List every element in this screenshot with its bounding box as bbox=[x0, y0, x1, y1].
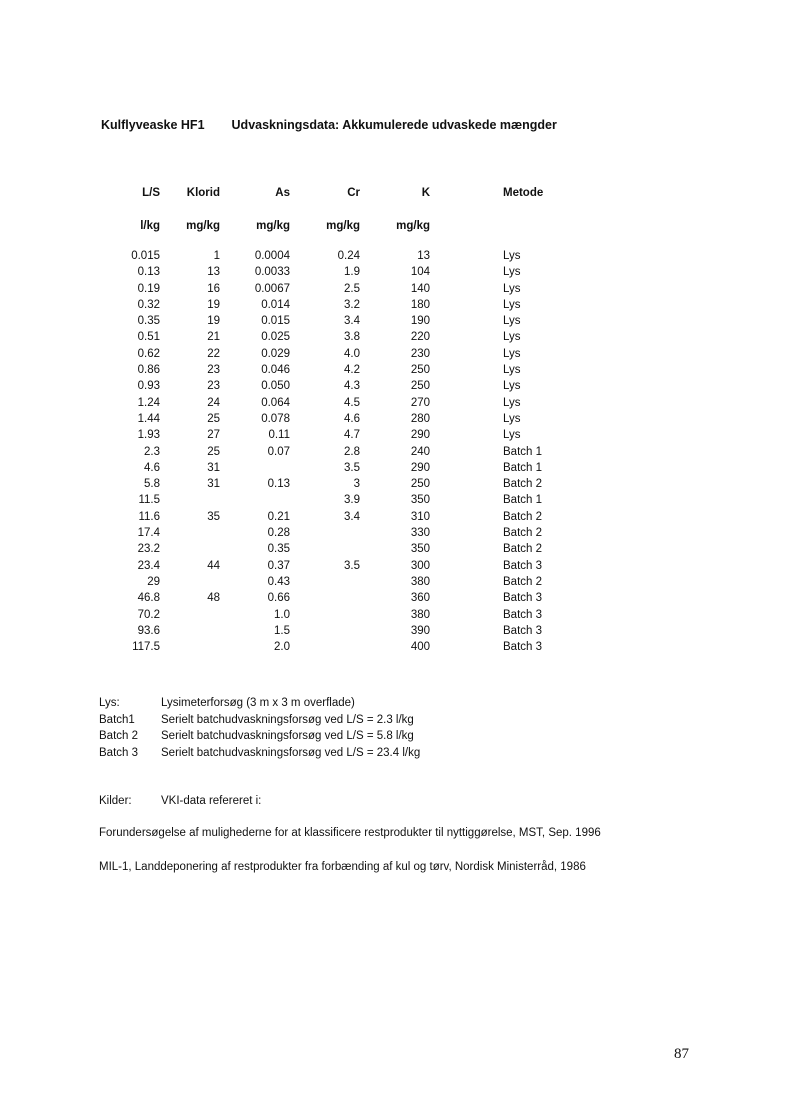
cell-cr: 4.6 bbox=[344, 412, 360, 425]
cell-k: 360 bbox=[410, 592, 430, 605]
column-header-klorid: Klorid bbox=[186, 187, 220, 199]
unit-ls: l/kg bbox=[140, 220, 160, 232]
cell-as: 1.0 bbox=[274, 608, 290, 621]
cell-as: 0.050 bbox=[261, 380, 290, 393]
cell-ls: 23.4 bbox=[137, 559, 160, 572]
cell-k: 310 bbox=[410, 510, 430, 523]
cell-cr: 4.3 bbox=[344, 380, 360, 393]
cell-klorid: 23 bbox=[207, 364, 220, 377]
cell-metode: Batch 1 bbox=[503, 461, 542, 474]
column-header-k: K bbox=[421, 187, 430, 199]
cell-as: 0.0033 bbox=[254, 266, 290, 279]
cell-klorid: 25 bbox=[207, 445, 220, 458]
cell-k: 350 bbox=[410, 543, 430, 556]
cell-cr: 3.2 bbox=[344, 298, 360, 311]
cell-metode: Batch 1 bbox=[503, 445, 542, 458]
cell-as: 0.07 bbox=[267, 445, 290, 458]
cell-metode: Batch 3 bbox=[503, 592, 542, 605]
cell-cr: 1.9 bbox=[344, 266, 360, 279]
column-header-cr: Cr bbox=[347, 187, 360, 199]
cell-ls: 11.6 bbox=[138, 510, 160, 523]
cell-ls: 0.62 bbox=[137, 347, 160, 360]
cell-cr bbox=[290, 607, 360, 623]
table-row bbox=[100, 590, 633, 606]
unit-metode bbox=[430, 204, 633, 248]
cell-cr: 3.9 bbox=[344, 494, 360, 507]
cell-as: 0.0004 bbox=[254, 250, 290, 262]
cell-k: 190 bbox=[410, 315, 430, 328]
cell-metode: Batch 3 bbox=[503, 559, 542, 572]
cell-k: 250 bbox=[410, 478, 430, 491]
header-sample-name: Kulflyveaske HF1 bbox=[101, 118, 205, 132]
cell-metode: Lys bbox=[503, 396, 521, 409]
table-row bbox=[100, 476, 633, 492]
cell-k: 220 bbox=[410, 331, 430, 344]
cell-cr bbox=[290, 590, 360, 606]
table-row bbox=[100, 346, 633, 362]
cell-klorid bbox=[160, 607, 220, 623]
cell-as: 0.046 bbox=[261, 364, 290, 377]
table-row bbox=[100, 427, 633, 443]
sources-key: Kilder: bbox=[99, 795, 132, 807]
cell-k: 390 bbox=[410, 624, 430, 637]
table-units-row bbox=[100, 204, 633, 248]
legend-text: Lysimeterforsøg (3 m x 3 m overflade) bbox=[161, 697, 355, 709]
table-row bbox=[100, 395, 633, 411]
table-row bbox=[100, 281, 633, 297]
unit-k: mg/kg bbox=[396, 220, 430, 232]
cell-cr: 3.4 bbox=[344, 510, 360, 523]
table-row bbox=[100, 362, 633, 378]
cell-k: 104 bbox=[410, 266, 430, 279]
legend-text: Serielt batchudvaskningsforsøg ved L/S = 2.3 l/kg bbox=[161, 713, 414, 726]
table-row bbox=[100, 558, 633, 574]
legend-item bbox=[99, 745, 420, 762]
cell-metode: Batch 3 bbox=[503, 608, 542, 621]
cell-metode: Lys bbox=[503, 347, 521, 360]
cell-klorid bbox=[160, 525, 220, 541]
cell-metode: Lys bbox=[503, 298, 521, 311]
table-row bbox=[100, 639, 633, 655]
cell-k: 330 bbox=[410, 527, 430, 540]
cell-as: 0.029 bbox=[261, 347, 290, 360]
cell-klorid: 22 bbox=[207, 347, 220, 360]
cell-metode: Batch 3 bbox=[503, 641, 542, 654]
cell-as: 0.43 bbox=[267, 575, 290, 588]
unit-klorid: mg/kg bbox=[186, 220, 220, 232]
cell-cr: 3.5 bbox=[344, 559, 360, 572]
cell-metode: Lys bbox=[503, 364, 521, 377]
reference-2: MIL-1, Landdeponering af restprodukter fra forbænding af kul og tørv, Nordisk Ministerråd, 1986 bbox=[99, 861, 586, 873]
sources-text: VKI-data refereret i: bbox=[161, 795, 262, 807]
cell-as: 0.13 bbox=[267, 478, 290, 491]
sources bbox=[99, 795, 261, 807]
table-row bbox=[100, 607, 633, 623]
cell-klorid: 27 bbox=[207, 429, 220, 442]
cell-k: 250 bbox=[410, 380, 430, 393]
table-header-row bbox=[100, 182, 633, 204]
cell-as: 2.0 bbox=[274, 641, 290, 654]
cell-klorid: 23 bbox=[207, 380, 220, 393]
column-header-metode: Metode bbox=[503, 187, 544, 199]
cell-ls: 0.86 bbox=[137, 364, 160, 377]
cell-cr: 3 bbox=[353, 478, 360, 491]
cell-ls: 117.5 bbox=[132, 641, 160, 654]
cell-cr: 3.4 bbox=[344, 315, 360, 328]
table-row bbox=[100, 378, 633, 394]
cell-klorid: 13 bbox=[207, 266, 220, 279]
table-row bbox=[100, 623, 633, 639]
header-title: Udvaskningsdata: Akkumulerede udvaskede mængder bbox=[231, 118, 557, 132]
cell-k: 180 bbox=[410, 298, 430, 311]
cell-cr bbox=[290, 574, 360, 590]
cell-ls: 93.6 bbox=[137, 624, 160, 637]
cell-as: 0.37 bbox=[267, 559, 290, 572]
cell-ls: 70.2 bbox=[137, 608, 160, 621]
cell-klorid: 35 bbox=[207, 510, 220, 523]
cell-k: 400 bbox=[410, 641, 430, 654]
table-row bbox=[100, 541, 633, 557]
cell-klorid: 44 bbox=[207, 559, 220, 572]
cell-ls: 4.6 bbox=[144, 461, 160, 474]
unit-cr: mg/kg bbox=[326, 220, 360, 232]
sources-line bbox=[99, 795, 261, 807]
cell-ls: 1.44 bbox=[137, 412, 160, 425]
cell-as: 0.078 bbox=[261, 412, 290, 425]
cell-as: 0.35 bbox=[267, 543, 290, 556]
cell-metode: Batch 2 bbox=[503, 575, 542, 588]
cell-ls: 0.19 bbox=[137, 282, 160, 295]
cell-k: 140 bbox=[410, 282, 430, 295]
cell-klorid bbox=[160, 492, 220, 508]
legend-text: Serielt batchudvaskningsforsøg ved L/S = 23.4 l/kg bbox=[161, 746, 421, 759]
cell-metode: Batch 2 bbox=[503, 527, 542, 540]
cell-cr: 0.24 bbox=[337, 250, 360, 262]
document-header bbox=[101, 118, 557, 132]
cell-ls: 0.13 bbox=[137, 266, 160, 279]
table-row bbox=[100, 297, 633, 313]
legend-key: Lys: bbox=[99, 697, 120, 709]
cell-as: 0.28 bbox=[267, 527, 290, 540]
legend-item bbox=[99, 695, 420, 712]
cell-metode: Lys bbox=[503, 250, 521, 262]
cell-cr bbox=[290, 623, 360, 639]
cell-cr: 2.8 bbox=[344, 445, 360, 458]
cell-cr: 4.2 bbox=[344, 364, 360, 377]
table-body bbox=[100, 248, 633, 655]
legend-text: Serielt batchudvaskningsforsøg ved L/S = 5.8 l/kg bbox=[161, 730, 414, 742]
cell-as: 0.21 bbox=[267, 510, 290, 523]
cell-ls: 0.93 bbox=[137, 380, 160, 393]
cell-ls: 17.4 bbox=[137, 527, 160, 540]
cell-as: 1.5 bbox=[274, 624, 290, 637]
cell-ls: 1.24 bbox=[137, 396, 160, 409]
table-row bbox=[100, 248, 633, 264]
cell-ls: 46.8 bbox=[137, 592, 160, 605]
cell-ls: 29 bbox=[147, 575, 160, 588]
cell-k: 290 bbox=[410, 461, 430, 474]
table-row bbox=[100, 460, 633, 476]
cell-ls: 23.2 bbox=[137, 543, 160, 556]
cell-k: 300 bbox=[410, 559, 430, 572]
legend-key: Batch1 bbox=[99, 713, 135, 726]
cell-k: 290 bbox=[410, 429, 430, 442]
cell-metode: Lys bbox=[503, 315, 521, 328]
cell-ls: 5.8 bbox=[144, 478, 160, 491]
cell-k: 230 bbox=[410, 347, 430, 360]
cell-klorid: 21 bbox=[207, 331, 220, 344]
leaching-data-table bbox=[100, 182, 633, 655]
cell-ls: 0.32 bbox=[137, 298, 160, 311]
cell-as: 0.11 bbox=[268, 429, 290, 442]
cell-as: 0.064 bbox=[261, 396, 290, 409]
cell-as bbox=[220, 492, 290, 508]
cell-as: 0.025 bbox=[261, 331, 290, 344]
cell-metode: Batch 2 bbox=[503, 543, 542, 556]
cell-klorid: 1 bbox=[213, 250, 220, 262]
cell-ls: 2.3 bbox=[144, 445, 160, 458]
cell-as: 0.015 bbox=[261, 315, 290, 328]
cell-as: 0.014 bbox=[261, 298, 290, 311]
cell-klorid bbox=[160, 574, 220, 590]
cell-metode: Batch 3 bbox=[503, 624, 542, 637]
cell-k: 280 bbox=[410, 412, 430, 425]
cell-metode: Batch 2 bbox=[503, 510, 542, 523]
cell-ls: 1.93 bbox=[137, 429, 160, 442]
cell-klorid bbox=[160, 639, 220, 655]
column-header-as: As bbox=[275, 187, 290, 199]
cell-klorid bbox=[160, 623, 220, 639]
cell-klorid: 24 bbox=[207, 396, 220, 409]
cell-metode: Lys bbox=[503, 412, 521, 425]
cell-k: 270 bbox=[410, 396, 430, 409]
cell-metode: Lys bbox=[503, 282, 521, 295]
cell-cr bbox=[290, 541, 360, 557]
column-header-ls: L/S bbox=[142, 187, 160, 199]
table-row bbox=[100, 444, 633, 460]
cell-cr: 3.5 bbox=[344, 461, 360, 474]
table-row bbox=[100, 509, 633, 525]
table-row bbox=[100, 574, 633, 590]
legend-key: Batch 3 bbox=[99, 746, 138, 759]
cell-k: 250 bbox=[410, 364, 430, 377]
table-row bbox=[100, 411, 633, 427]
cell-cr: 2.5 bbox=[344, 282, 360, 295]
cell-cr: 4.5 bbox=[344, 396, 360, 409]
table-row bbox=[100, 525, 633, 541]
reference-1: Forundersøgelse af mulighederne for at klassificere restprodukter til nyttiggørelse, MST, Sep. 1996 bbox=[99, 827, 601, 839]
cell-ls: 11.5 bbox=[138, 494, 160, 507]
cell-metode: Batch 1 bbox=[503, 494, 542, 507]
legend-item bbox=[99, 712, 420, 729]
cell-klorid: 48 bbox=[207, 592, 220, 605]
unit-as: mg/kg bbox=[256, 220, 290, 232]
cell-klorid: 19 bbox=[207, 298, 220, 311]
cell-klorid: 31 bbox=[207, 478, 220, 491]
cell-k: 380 bbox=[410, 575, 430, 588]
cell-klorid: 25 bbox=[207, 412, 220, 425]
table-row bbox=[100, 329, 633, 345]
cell-metode: Lys bbox=[503, 380, 521, 393]
cell-metode: Batch 2 bbox=[503, 478, 542, 491]
cell-ls: 0.51 bbox=[137, 331, 160, 344]
cell-cr: 4.7 bbox=[344, 429, 360, 442]
cell-metode: Lys bbox=[503, 266, 521, 279]
cell-k: 13 bbox=[417, 250, 430, 262]
cell-k: 240 bbox=[410, 445, 430, 458]
cell-klorid: 16 bbox=[207, 282, 220, 295]
cell-k: 350 bbox=[410, 494, 430, 507]
table-row bbox=[100, 264, 633, 280]
cell-cr bbox=[290, 639, 360, 655]
cell-metode: Lys bbox=[503, 429, 521, 442]
cell-cr bbox=[290, 525, 360, 541]
cell-klorid: 19 bbox=[207, 315, 220, 328]
table-row bbox=[100, 313, 633, 329]
cell-as: 0.0067 bbox=[254, 282, 290, 295]
legend bbox=[99, 695, 420, 761]
cell-as: 0.66 bbox=[267, 592, 290, 605]
cell-klorid bbox=[160, 541, 220, 557]
page-number: 87 bbox=[674, 1046, 689, 1062]
cell-ls: 0.015 bbox=[131, 250, 160, 262]
cell-klorid: 31 bbox=[207, 461, 220, 474]
cell-cr: 3.8 bbox=[344, 331, 360, 344]
table-row bbox=[100, 492, 633, 508]
cell-k: 380 bbox=[410, 608, 430, 621]
cell-ls: 0.35 bbox=[137, 315, 160, 328]
cell-as bbox=[220, 460, 290, 476]
legend-key: Batch 2 bbox=[99, 730, 138, 742]
legend-item bbox=[99, 728, 420, 745]
cell-metode: Lys bbox=[503, 331, 521, 344]
cell-cr: 4.0 bbox=[344, 347, 360, 360]
